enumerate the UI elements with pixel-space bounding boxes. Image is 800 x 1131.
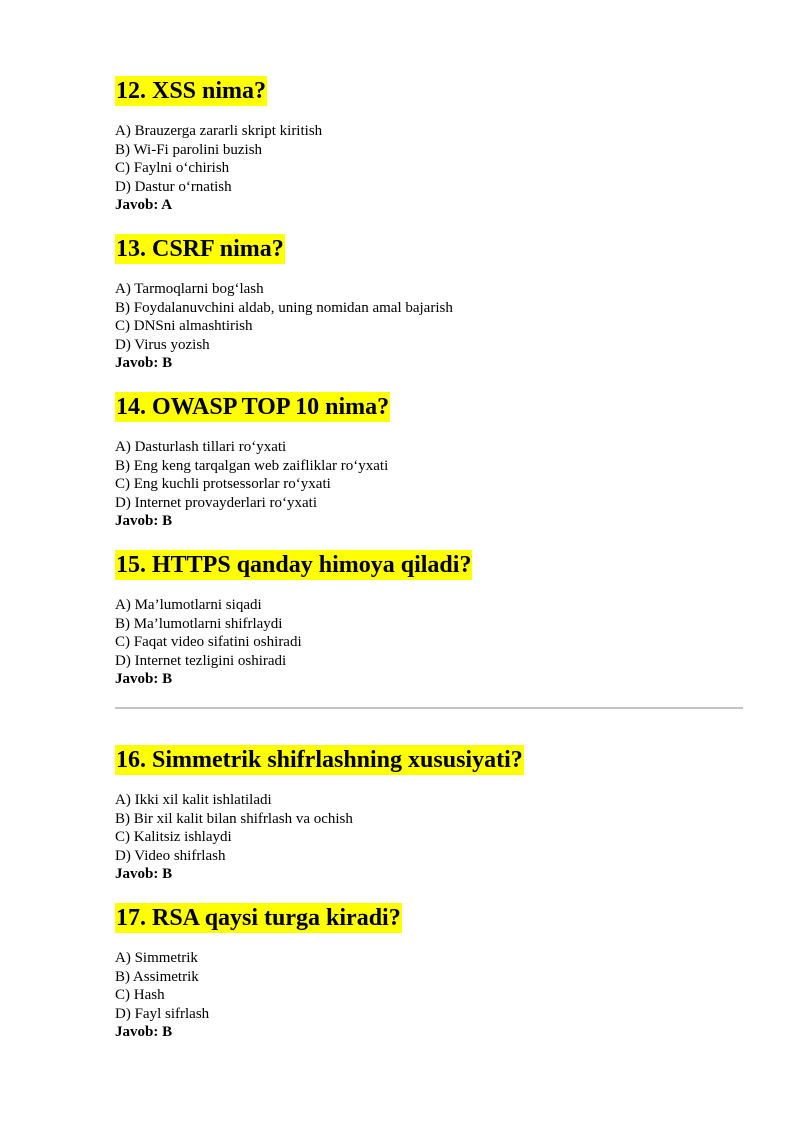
question-16 (115, 745, 745, 884)
question-title: 14. OWASP TOP 10 nima? (116, 394, 390, 420)
question-17 (115, 903, 745, 1042)
option-c: C) DNSni almashtirish (115, 318, 253, 335)
options-list (115, 280, 745, 373)
question-title: 15. HTTPS qanday himoya qiladi? (116, 552, 472, 578)
options-list (115, 949, 745, 1042)
option-a: A) Simmetrik (115, 950, 198, 966)
option-c: C) Eng kuchli protsessorlar ro‘yxati (115, 476, 331, 493)
option-c: C) Faylni o‘chirish (115, 160, 230, 177)
question-title: 12. XSS nima? (116, 78, 267, 104)
options-list (115, 596, 745, 689)
option-c: C) Hash (115, 987, 165, 1004)
option-b: B) Ma’lumotlarni shifrlaydi (115, 615, 283, 632)
option-b: B) Wi-Fi parolini buzish (115, 141, 263, 158)
option-d: D) Virus yozish (115, 336, 210, 353)
answer-line: Javob: A (115, 197, 173, 214)
answer-line: Javob: B (115, 513, 173, 530)
option-d: D) Internet provayderlari ro‘yxati (115, 494, 317, 511)
answer-line: Javob: B (115, 671, 173, 688)
option-d: D) Video shifrlash (115, 847, 226, 864)
option-a: A) Tarmoqlarni bog‘lash (115, 281, 264, 297)
question-title: 13. CSRF nima? (116, 236, 284, 262)
options-list (115, 438, 745, 531)
option-a: A) Dasturlash tillari ro‘yxati (115, 439, 287, 455)
option-d: D) Fayl sifrlash (115, 1005, 210, 1022)
question-title: 17. RSA qaysi turga kiradi? (116, 905, 401, 931)
question-15 (115, 550, 745, 689)
option-a: A) Ma’lumotlarni siqadi (115, 597, 262, 613)
question-title: 16. Simmetrik shifrlashning xususiyati? (116, 747, 523, 773)
section-divider (115, 707, 743, 709)
option-a: A) Brauzerga zararli skript kiritish (115, 123, 323, 139)
option-b: B) Assimetrik (115, 968, 199, 985)
answer-line: Javob: B (115, 1024, 173, 1041)
option-d: D) Internet tezligini oshiradi (115, 652, 287, 669)
question-12 (115, 76, 745, 215)
option-b: B) Eng keng tarqalgan web zaifliklar ro‘yxati (115, 457, 389, 474)
option-a: A) Ikki xil kalit ishlatiladi (115, 792, 272, 808)
option-c: C) Faqat video sifatini oshiradi (115, 634, 302, 651)
options-list (115, 791, 745, 884)
options-list (115, 122, 745, 215)
option-b: B) Foydalanuvchini aldab, uning nomidan amal bajarish (115, 299, 453, 316)
answer-line: Javob: B (115, 866, 173, 883)
option-b: B) Bir xil kalit bilan shifrlash va ochish (115, 810, 353, 827)
answer-line: Javob: B (115, 355, 173, 372)
question-13 (115, 234, 745, 373)
question-14 (115, 392, 745, 531)
option-c: C) Kalitsiz ishlaydi (115, 829, 232, 846)
option-d: D) Dastur o‘rnatish (115, 178, 232, 195)
